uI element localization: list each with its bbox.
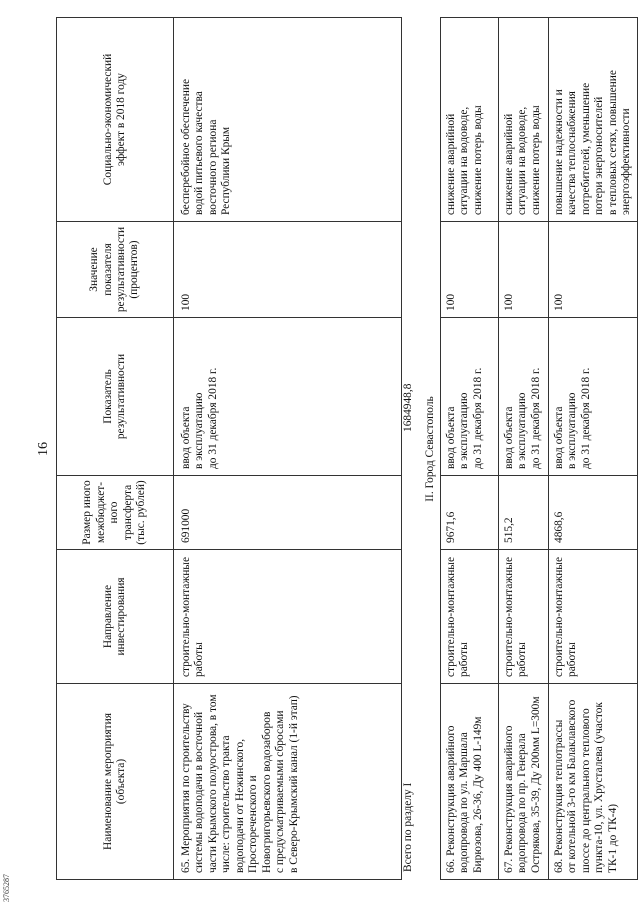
row-indicator: ввод объекта в эксплуатацию до 31 декабря 2018 г.	[441, 318, 499, 476]
col-header-name: Наименование мероприятия (объекта)	[57, 684, 174, 880]
header-table	[56, 17, 402, 880]
table-row	[549, 18, 638, 880]
col-header-indicator: Показатель результативности	[57, 318, 174, 476]
table-row	[441, 18, 499, 880]
table-row	[174, 18, 402, 880]
col-header-direction: Направление инвестирования	[57, 550, 174, 684]
document-page	[34, 18, 633, 880]
page-number: 16	[36, 442, 51, 456]
row-direction: строительно-монтажные работы	[441, 550, 499, 684]
row-value: 100	[499, 222, 549, 318]
row-effect: снижение аварийной ситуации на водоводе, снижение потерь воды	[499, 18, 549, 222]
row-name: 67. Реконструкция аварийного водопровода по пр. Генерала Острякова, 35-39, Ду 200мм L=300м	[499, 684, 549, 880]
row-effect: бесперебойное обеспечение водой питьевого качества восточного региона Республики Крым	[174, 18, 402, 222]
row-value: 100	[441, 222, 499, 318]
row-amount: 9671,6	[441, 476, 499, 550]
table-row	[499, 18, 549, 880]
row-amount: 4868,6	[549, 476, 638, 550]
row-indicator: ввод объекта в эксплуатацию до 31 декабря 2018 г.	[499, 318, 549, 476]
row-direction: строительно-монтажные работы	[499, 550, 549, 684]
section-total-label: Всего по разделу I	[402, 782, 414, 872]
row-value: 100	[174, 222, 402, 318]
document-code-wrapper	[2, 874, 11, 902]
row-value: 100	[549, 222, 638, 318]
row-effect: снижение аварийной ситуации на водоводе, снижение потерь воды	[441, 18, 499, 222]
row-indicator: ввод объекта в эксплуатацию до 31 декабря 2018 г.	[174, 318, 402, 476]
row-amount: 691000	[174, 476, 402, 550]
section-total	[402, 18, 420, 880]
row-name: 65. Мероприятия по строительству системы водоподачи в восточной части Крымского полуострова, в том числе: строительство тракта водоподачи от Нежинского, Простореченского и Новогригорьевского водозаборов с предусматриваемыми сбросами в Северо-Крымский канал (1-й этап)	[174, 684, 402, 880]
section-table	[440, 17, 638, 880]
row-name: 66. Реконструкция аварийного водопровода по ул. Маршала Бирюзова, 26-36, Ду 400 L-149м	[441, 684, 499, 880]
section-total-value: 1684948,8	[402, 383, 414, 432]
row-direction: строительно-монтажные работы	[174, 550, 402, 684]
header-row	[57, 18, 174, 880]
section-title: II. Город Севастополь	[424, 396, 436, 502]
col-header-effect: Социально-экономический эффект в 2018 году	[57, 18, 174, 222]
col-header-amount: Размер иного межбюджет- ного трансферта (тыс. рублей)	[57, 476, 174, 550]
row-amount: 515,2	[499, 476, 549, 550]
row-indicator: ввод объекта в эксплуатацию до 31 декабря 2018 г.	[549, 318, 638, 476]
row-effect: повышение надежности и качества теплоснабжения потребителей, уменьшение потери энергоносителей в тепловых сетях, повышение энергоэффективности	[549, 18, 638, 222]
col-header-value: Значение показателя результативности (процентов)	[57, 222, 174, 318]
row-name: 68. Реконструкция теплотрассы от котельной 3-го км Балаклавского шоссе до центрального теплового пункта-10, ул. Хрусталева (участок ТК-1 до ТК-4)	[549, 684, 638, 880]
document-code: 3765287	[2, 874, 11, 902]
row-direction: строительно-монтажные работы	[549, 550, 638, 684]
